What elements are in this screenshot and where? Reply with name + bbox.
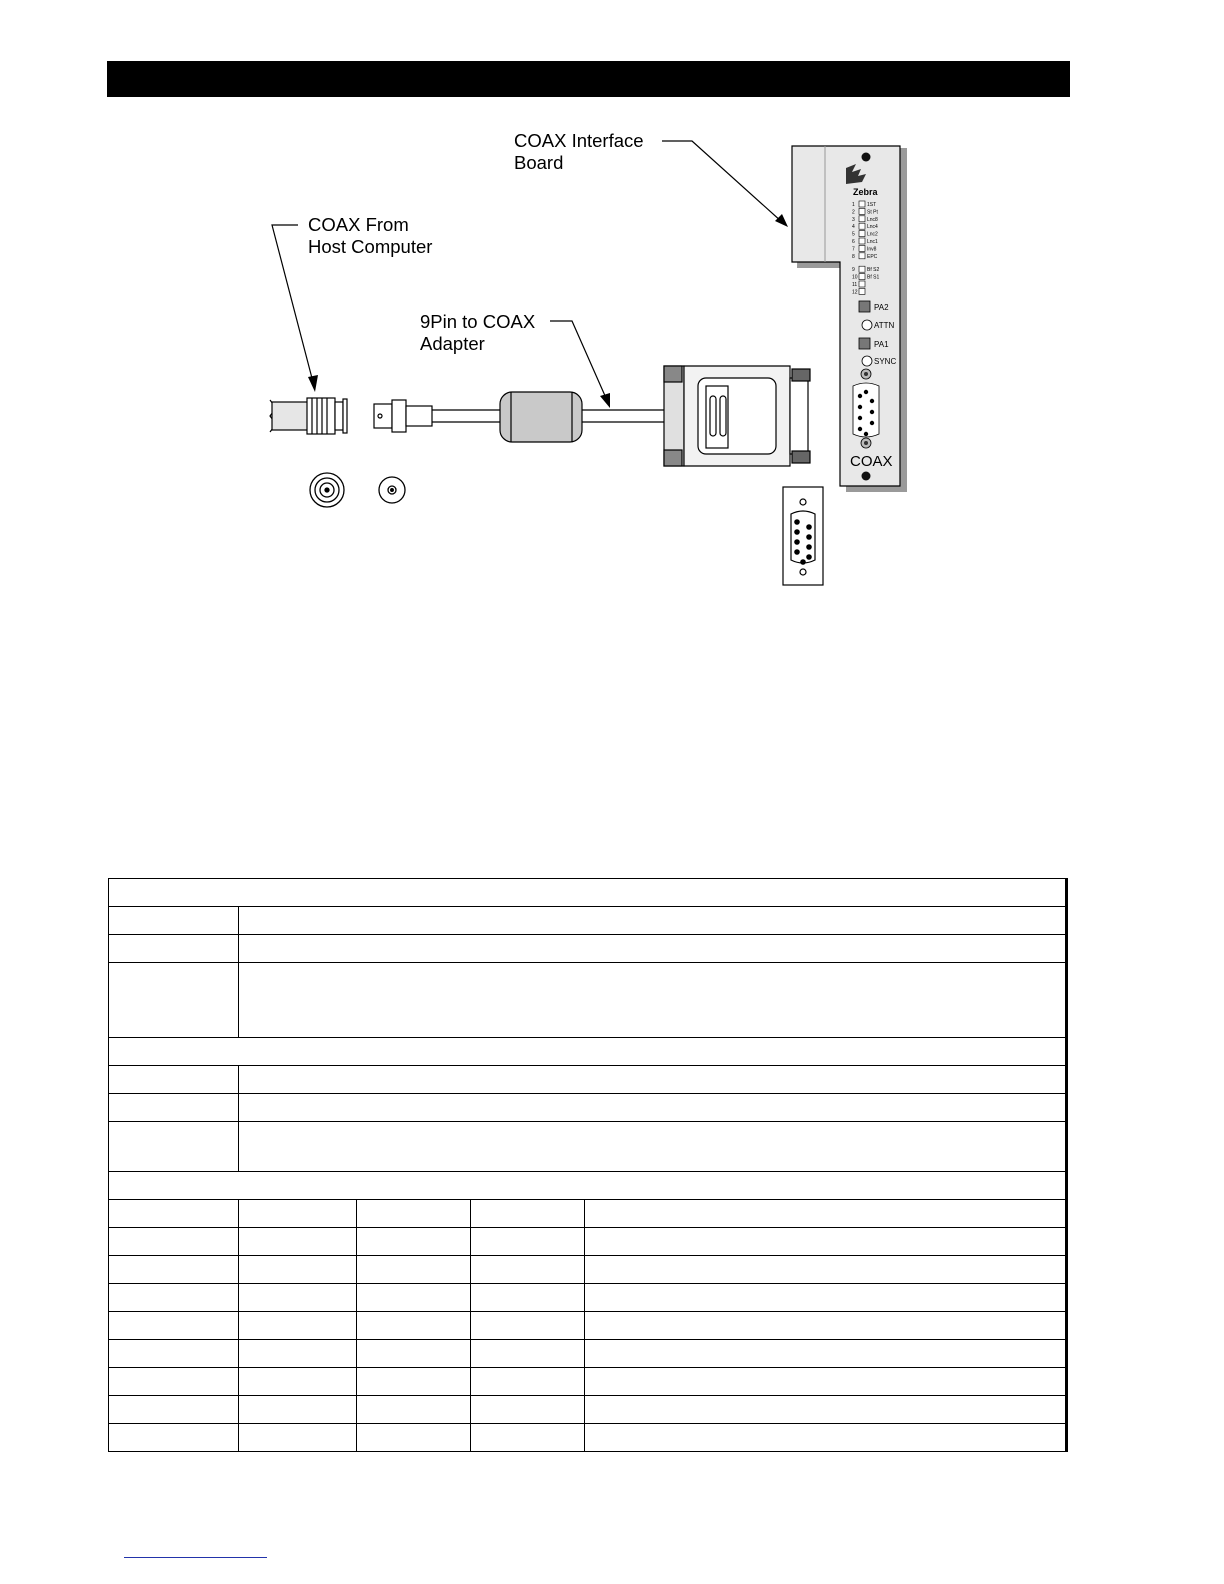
table-row — [109, 1038, 1067, 1066]
table-cell — [109, 1424, 239, 1452]
dip-switch-number: 10 — [852, 274, 858, 281]
table-cell — [585, 1228, 1067, 1256]
table-cell — [585, 1368, 1067, 1396]
dip-switch-label: Lnc4 — [867, 224, 878, 231]
dip-switch — [859, 223, 865, 229]
label-adapter-line2: Adapter — [420, 333, 485, 354]
table-cell — [239, 1424, 357, 1452]
ferrite-bead — [500, 392, 665, 442]
dip-switch-number: 9 — [852, 267, 855, 274]
coax-interface-board — [792, 146, 907, 492]
board-coax-jack-bottom — [861, 438, 871, 448]
dip-switch-number: 11 — [852, 282, 858, 288]
table-cell — [239, 963, 1067, 1038]
dip-switch-label: Lnc2 — [867, 231, 878, 238]
table-row — [109, 1172, 1067, 1200]
sync-led — [862, 356, 872, 366]
label-adapter-line1: 9Pin to COAX — [420, 311, 536, 332]
table-cell — [109, 1038, 1067, 1066]
table-cell — [109, 1228, 239, 1256]
table-cell — [109, 1094, 239, 1122]
table-cell — [239, 1122, 1067, 1172]
table-cell — [471, 1340, 585, 1368]
table-cell — [471, 1228, 585, 1256]
table-cell — [471, 1256, 585, 1284]
table-cell — [239, 1094, 1067, 1122]
dip-switch — [859, 253, 865, 259]
table-row — [109, 1368, 1067, 1396]
table-row — [109, 1396, 1067, 1424]
table-cell — [239, 1066, 1067, 1094]
dip-switch — [859, 231, 865, 237]
table-cell — [109, 1368, 239, 1396]
table-cell — [109, 1396, 239, 1424]
dip-switch — [859, 288, 865, 294]
dip-switch-number: 8 — [852, 253, 855, 260]
table-cell — [585, 1424, 1067, 1452]
table-cell — [239, 1368, 357, 1396]
dip-switch-label: Inv8 — [867, 246, 877, 253]
table-cell — [109, 1340, 239, 1368]
mounting-hole-top — [862, 153, 871, 162]
table-cell — [109, 935, 239, 963]
pa1-label: PA1 — [874, 340, 889, 349]
board-coax-jack-top — [861, 369, 871, 379]
table-row — [109, 1340, 1067, 1368]
table-cell — [585, 1256, 1067, 1284]
table-cell — [357, 1228, 471, 1256]
leader-line-adapter — [550, 321, 606, 398]
dip-switch-number: 7 — [852, 246, 855, 253]
table-cell — [109, 879, 1067, 907]
dip-switch-number: 4 — [852, 224, 855, 231]
mounting-hole-bottom — [862, 472, 871, 481]
table-cell — [585, 1284, 1067, 1312]
table-cell — [109, 907, 239, 935]
table-cell — [239, 1256, 357, 1284]
label-coax-from-host-line2: Host Computer — [308, 236, 433, 257]
table-row — [109, 1200, 1067, 1228]
table-row — [109, 1424, 1067, 1452]
adapter-bnc-end-view — [379, 477, 405, 503]
table-row — [109, 963, 1067, 1038]
db9-connector-body — [664, 366, 810, 466]
table-cell — [109, 963, 239, 1038]
table-cell — [357, 1200, 471, 1228]
attn-led — [862, 320, 872, 330]
label-coax-interface-board-line1: COAX Interface — [514, 130, 644, 151]
pa2-indicator — [859, 301, 870, 312]
arrowhead-adapter — [600, 393, 610, 408]
table-cell — [109, 1284, 239, 1312]
table-row — [109, 1228, 1067, 1256]
table-cell — [585, 1312, 1067, 1340]
leader-line-host — [272, 225, 313, 382]
dip-switch-label: St Pt — [867, 209, 878, 216]
table-cell — [471, 1424, 585, 1452]
pa2-label: PA2 — [874, 303, 889, 312]
dip-switch-number: 5 — [852, 231, 855, 238]
sync-label: SYNC — [874, 357, 897, 366]
host-bnc-end-view — [310, 473, 344, 507]
dip-switch — [859, 216, 865, 222]
dip-switch — [859, 281, 865, 287]
board-coax-label: COAX — [850, 453, 893, 470]
dip-switch-number: 6 — [852, 239, 855, 245]
table-cell — [239, 1340, 357, 1368]
table-cell — [239, 1396, 357, 1424]
table-cell — [471, 1312, 585, 1340]
table-cell — [109, 1172, 1067, 1200]
table-cell — [239, 1200, 357, 1228]
table-cell — [239, 907, 1067, 935]
table-cell — [357, 1256, 471, 1284]
dip-switch-label: EPC — [867, 253, 878, 260]
zebra-brand-text: Zebra — [853, 187, 878, 197]
dip-switch — [859, 208, 865, 214]
table-cell — [109, 1066, 239, 1094]
dip-switch-number: 1 — [852, 202, 855, 208]
table-cell — [239, 935, 1067, 963]
dip-switch-label: Bf S1 — [867, 274, 880, 281]
host-bnc-connector — [270, 398, 347, 434]
table-cell — [585, 1200, 1067, 1228]
table-cell — [471, 1284, 585, 1312]
table-row — [109, 935, 1067, 963]
leader-line-board — [662, 141, 782, 222]
table-row — [109, 1122, 1067, 1172]
table-cell — [109, 1312, 239, 1340]
arrowhead-host — [308, 375, 318, 392]
table-cell — [357, 1424, 471, 1452]
dip-switch-label: Bf S2 — [867, 267, 880, 274]
dip-switch-label: 1ST — [867, 202, 877, 208]
label-coax-interface-board-line2: Board — [514, 152, 564, 173]
table-cell — [239, 1284, 357, 1312]
board-db9-port — [853, 383, 879, 437]
table-row — [109, 1094, 1067, 1122]
table-row — [109, 1256, 1067, 1284]
dip-switch-number: 3 — [852, 216, 855, 223]
table-cell — [109, 1256, 239, 1284]
footer-link-underline[interactable] — [124, 1557, 267, 1558]
pa1-indicator — [859, 338, 870, 349]
spec-table — [108, 878, 1068, 1452]
table-cell — [357, 1312, 471, 1340]
table-cell — [585, 1396, 1067, 1424]
dip-switch — [859, 274, 865, 280]
dip-switch — [859, 201, 865, 207]
table-cell — [471, 1368, 585, 1396]
table-cell — [357, 1340, 471, 1368]
coax-connection-diagram — [0, 0, 1224, 620]
dip-switch — [859, 245, 865, 251]
table-cell — [471, 1396, 585, 1424]
table-row — [109, 1284, 1067, 1312]
table-cell — [471, 1200, 585, 1228]
table-row — [109, 1312, 1067, 1340]
dip-switch-number: 2 — [852, 209, 855, 216]
table-cell — [357, 1368, 471, 1396]
arrowhead-board — [775, 214, 788, 227]
dip-switch-label: Lnc1 — [867, 239, 878, 245]
table-cell — [585, 1340, 1067, 1368]
table-row — [109, 1066, 1067, 1094]
dip-switch — [859, 266, 865, 272]
table-row — [109, 907, 1067, 935]
table-cell — [109, 1122, 239, 1172]
adapter-bnc-connector — [374, 400, 500, 432]
table-cell — [239, 1228, 357, 1256]
table-cell — [239, 1312, 357, 1340]
table-cell — [357, 1284, 471, 1312]
db9-face-view — [783, 487, 823, 585]
attn-label: ATTN — [874, 321, 895, 330]
label-coax-from-host-line1: COAX From — [308, 214, 409, 235]
table-cell — [357, 1396, 471, 1424]
dip-switch-number: 12 — [852, 289, 858, 296]
dip-switch-label: Lnc8 — [867, 216, 878, 223]
table-row — [109, 879, 1067, 907]
table-cell — [109, 1200, 239, 1228]
dip-switch — [859, 238, 865, 244]
